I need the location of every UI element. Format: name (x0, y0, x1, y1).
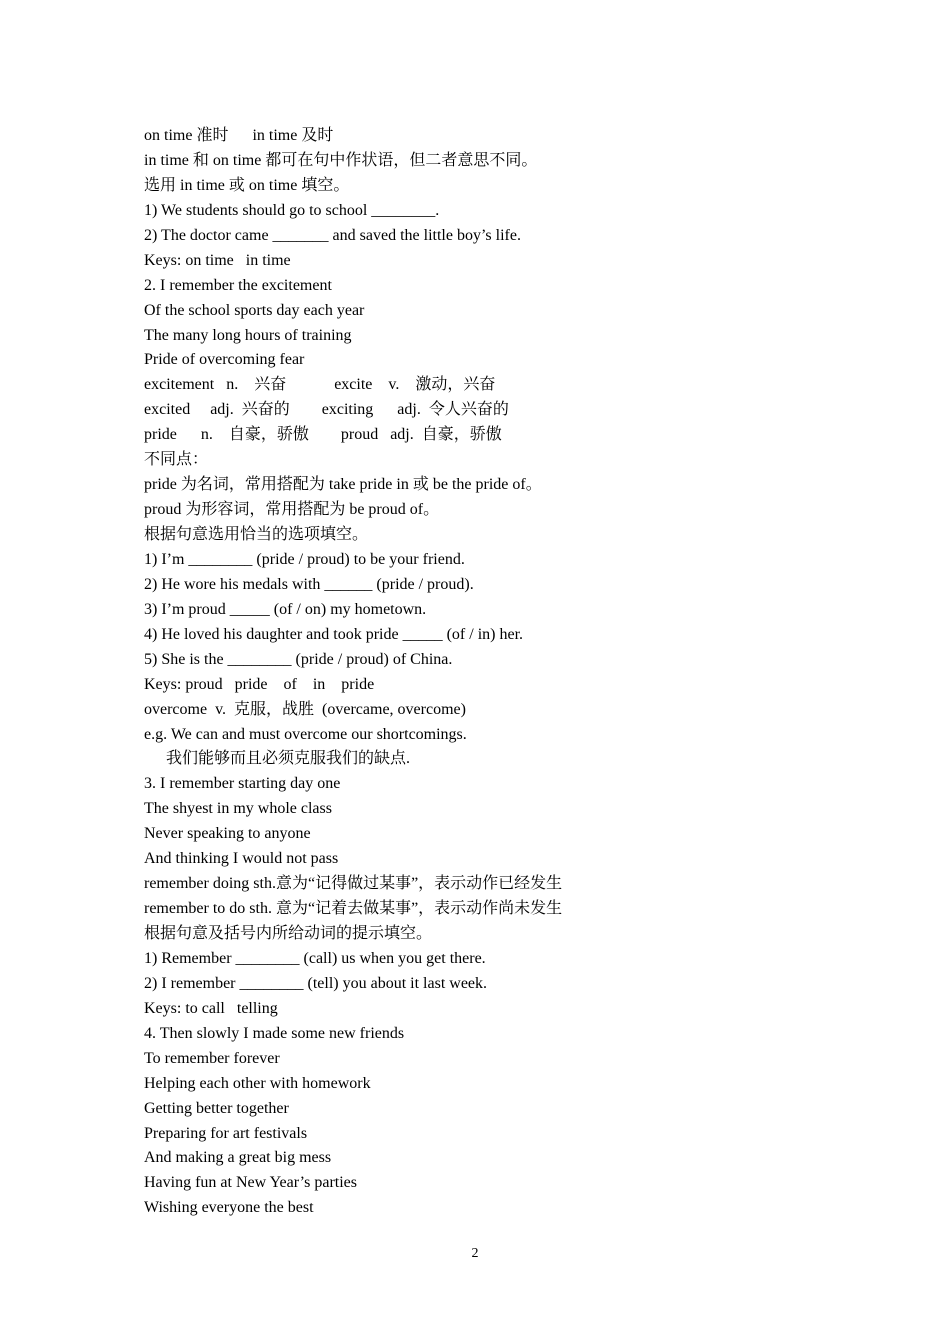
text-line: 5) She is the ________ (pride / proud) of China. (144, 650, 453, 668)
text-line: 3. I remember starting day one (144, 775, 341, 793)
text-line: 1) I’m ________ (pride / proud) to be your friend. (144, 550, 465, 568)
text-line: in time 和 on time 都可在句中作状语，但二者意思不同。 (144, 151, 538, 169)
text-line: 2) The doctor came _______ and saved the little boy’s life. (144, 226, 521, 244)
text-line: pride 为名词，常用搭配为 take pride in 或 be the pride of。 (144, 476, 542, 494)
page-body (144, 124, 864, 1221)
text-line: To remember forever (144, 1049, 280, 1067)
text-line: 选用 in time 或 on time 填空。 (144, 176, 350, 194)
text-line: 3) I’m proud _____ (of / on) my hometown. (144, 600, 427, 618)
text-line: pride n. 自豪，骄傲 proud adj. 自豪，骄傲 (144, 426, 502, 444)
text-line: e.g. We can and must overcome our shortcomings. (144, 725, 467, 743)
text-line: Keys: proud pride of in pride (144, 675, 375, 693)
text-line: Never speaking to anyone (144, 825, 311, 843)
text-line: 2. I remember the excitement (144, 276, 332, 294)
text-line: overcome v. 克服，战胜 (overcame, overcome) (144, 700, 466, 718)
text-line: 4) He loved his daughter and took pride _____ (of / in) her. (144, 625, 524, 643)
text-line: The shyest in my whole class (144, 800, 332, 818)
text-line: on time 准时 in time 及时 (144, 127, 334, 144)
text-line: The many long hours of training (144, 326, 352, 344)
text-line: 1) We students should go to school ________. (144, 201, 440, 219)
text-line: 我们能够而且必须克服我们的缺点. (166, 750, 411, 768)
text-line: excitement n. 兴奋 excite v. 激动，兴奋 (144, 376, 496, 394)
text-line: remember to do sth. 意为“记着去做某事”，表示动作尚未发生 (144, 900, 563, 918)
text-line: 根据句意及括号内所给动词的提示填空。 (144, 925, 433, 942)
text-line: 4. Then slowly I made some new friends (144, 1024, 405, 1042)
text-line: Getting better together (144, 1099, 289, 1117)
text-line: Keys: on time in time (144, 251, 291, 269)
text-line: Preparing for art festivals (144, 1124, 308, 1142)
text-line: Helping each other with homework (144, 1074, 371, 1092)
text-line: excited adj. 兴奋的 exciting adj. 令人兴奋的 (144, 401, 509, 419)
text-line: Pride of overcoming fear (144, 351, 305, 369)
text-line: Of the school sports day each year (144, 301, 365, 319)
text-line: 2) He wore his medals with ______ (pride / proud). (144, 575, 474, 593)
text-line: proud 为形容词，常用搭配为 be proud of。 (144, 501, 440, 519)
text-line: remember doing sth.意为“记得做过某事”，表示动作已经发生 (144, 875, 563, 893)
text-line: 根据句意选用恰当的选项填空。 (144, 526, 369, 543)
text-line: And making a great big mess (144, 1149, 332, 1167)
page-number: 2 (471, 1246, 479, 1261)
text-line: 2) I remember ________ (tell) you about it last week. (144, 974, 488, 992)
text-line: 1) Remember ________ (call) us when you get there. (144, 949, 486, 967)
text-line: And thinking I would not pass (144, 850, 339, 868)
text-line: Having fun at New Year’s parties (144, 1174, 357, 1192)
text-line: Keys: to call telling (144, 999, 278, 1017)
text-line: 不同点： (144, 451, 209, 469)
text-line: Wishing everyone the best (144, 1199, 314, 1217)
